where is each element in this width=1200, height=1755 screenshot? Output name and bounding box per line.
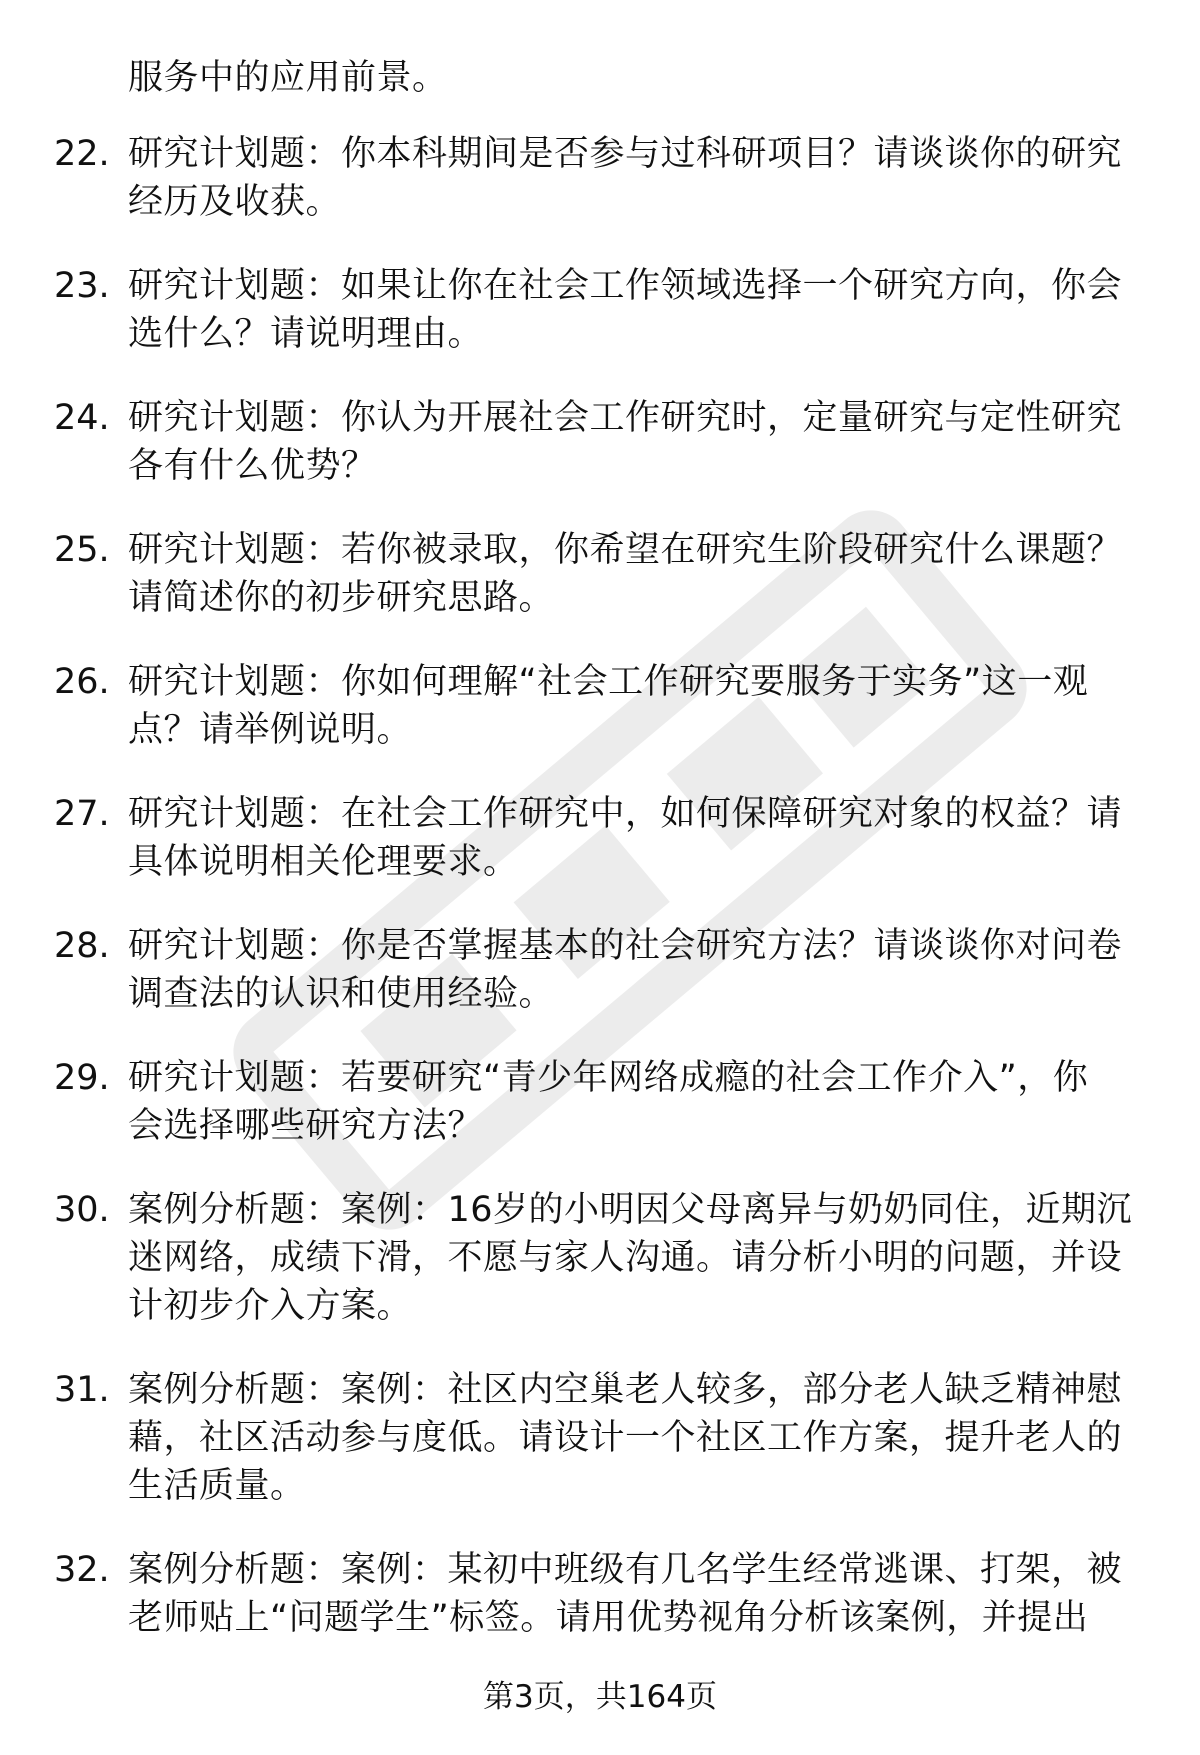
question-text-line: 案例分析题：案例：某初中班级有几名学生经常逃课、打架，被 — [128, 1550, 1123, 1590]
question-number: 32. — [54, 1550, 110, 1590]
question-text-line: 案例分析题：案例：16岁的小明因父母离异与奶奶同住，近期沉 — [128, 1190, 1133, 1230]
question-number: 29. — [54, 1058, 110, 1098]
question-number: 24. — [54, 398, 110, 438]
question-text-line: 藉，社区活动参与度低。请设计一个社区工作方案，提升老人的 — [128, 1418, 1123, 1458]
question-number: 30. — [54, 1190, 110, 1230]
question-text-line: 会选择哪些研究方法？ — [128, 1106, 484, 1146]
question-number: 25. — [54, 530, 110, 570]
question-number: 28. — [54, 926, 110, 966]
question-text-line: 研究计划题：若你被录取，你希望在研究生阶段研究什么课题？ — [128, 530, 1123, 570]
question-text-line: 选什么？请说明理由。 — [128, 314, 484, 354]
question-text-line: 点？请举例说明。 — [128, 710, 413, 750]
question-text-line: 具体说明相关伦理要求。 — [128, 842, 519, 882]
question-text-line: 生活质量。 — [128, 1466, 306, 1506]
question-number: 22. — [54, 134, 110, 174]
question-text-line: 研究计划题：你本科期间是否参与过科研项目？请谈谈你的研究 — [128, 134, 1123, 174]
question-number: 26. — [54, 662, 110, 702]
question-text-line: 研究计划题：在社会工作研究中，如何保障研究对象的权益？请 — [128, 794, 1123, 834]
question-number: 23. — [54, 266, 110, 306]
question-number: 31. — [54, 1370, 110, 1410]
question-text-line: 迷网络，成绩下滑，不愿与家人沟通。请分析小明的问题，并设 — [128, 1238, 1123, 1278]
page-footer: 第3页，共164页 — [483, 1679, 717, 1715]
question-text-line: 经历及收获。 — [128, 182, 342, 222]
question-text-line: 研究计划题：如果让你在社会工作领域选择一个研究方向，你会 — [128, 266, 1123, 306]
question-text-line: 研究计划题：你认为开展社会工作研究时，定量研究与定性研究 — [128, 398, 1123, 438]
continuation-line: 服务中的应用前景。 — [128, 58, 448, 98]
question-text-line: 案例分析题：案例：社区内空巢老人较多，部分老人缺乏精神慰 — [128, 1370, 1123, 1410]
question-text-line: 老师贴上“问题学生”标签。请用优势视角分析该案例，并提出 — [128, 1598, 1089, 1638]
question-text-line: 研究计划题：你如何理解“社会工作研究要服务于实务”这一观 — [128, 662, 1089, 702]
question-text-line: 请简述你的初步研究思路。 — [128, 578, 555, 618]
question-text-line: 研究计划题：你是否掌握基本的社会研究方法？请谈谈你对问卷 — [128, 926, 1123, 966]
question-text-line: 研究计划题：若要研究“青少年网络成瘾的社会工作介入”，你 — [128, 1058, 1089, 1098]
question-text-line: 计初步介入方案。 — [128, 1286, 413, 1326]
question-text-line: 调查法的认识和使用经验。 — [128, 974, 555, 1014]
question-number: 27. — [54, 794, 110, 834]
question-text-line: 各有什么优势？ — [128, 446, 377, 486]
